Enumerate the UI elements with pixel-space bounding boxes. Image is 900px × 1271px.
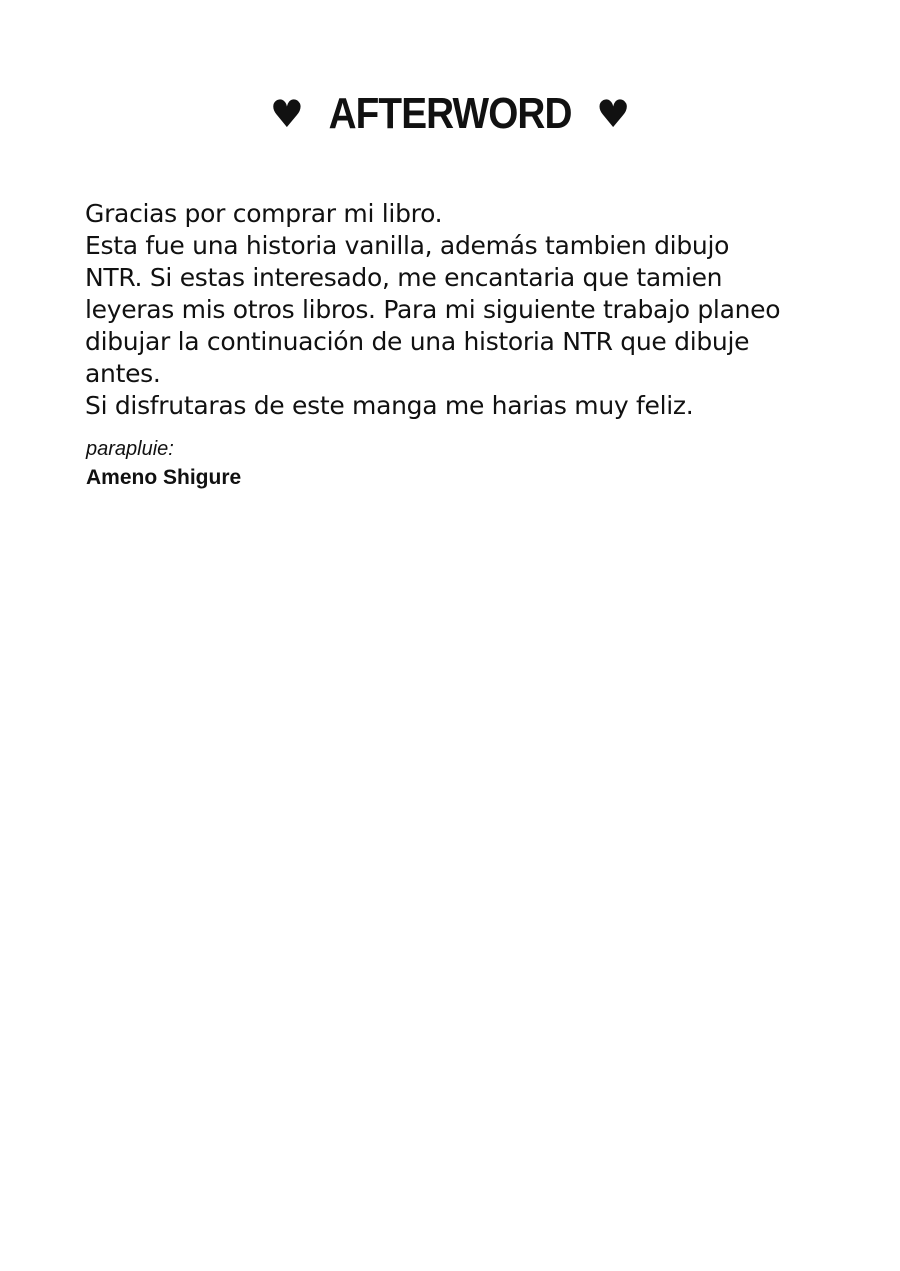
signature-label: parapluie:: [86, 438, 174, 460]
heart-icon-left: ♥: [269, 92, 304, 136]
heart-icon-right: ♥: [596, 92, 631, 136]
title-text: AFTERWORD: [328, 89, 572, 138]
body-line: Esta fue una historia vanilla, además tambien dibujo: [85, 231, 730, 260]
afterword-body: [85, 198, 815, 422]
body-line: leyeras mis otros libros. Para mi siguiente trabajo planeo: [85, 295, 781, 324]
body-line: dibujar la continuación de una historia NTR que dibuje: [85, 327, 750, 356]
body-line: NTR. Si estas interesado, me encantaria que tamien: [85, 263, 723, 292]
body-line: Si disfrutaras de este manga me harias muy feliz.: [85, 391, 694, 420]
body-line: antes.: [85, 359, 161, 388]
body-line: Gracias por comprar mi libro.: [85, 199, 443, 228]
signature-name: Ameno Shigure: [86, 466, 242, 489]
page-title: [0, 89, 900, 138]
